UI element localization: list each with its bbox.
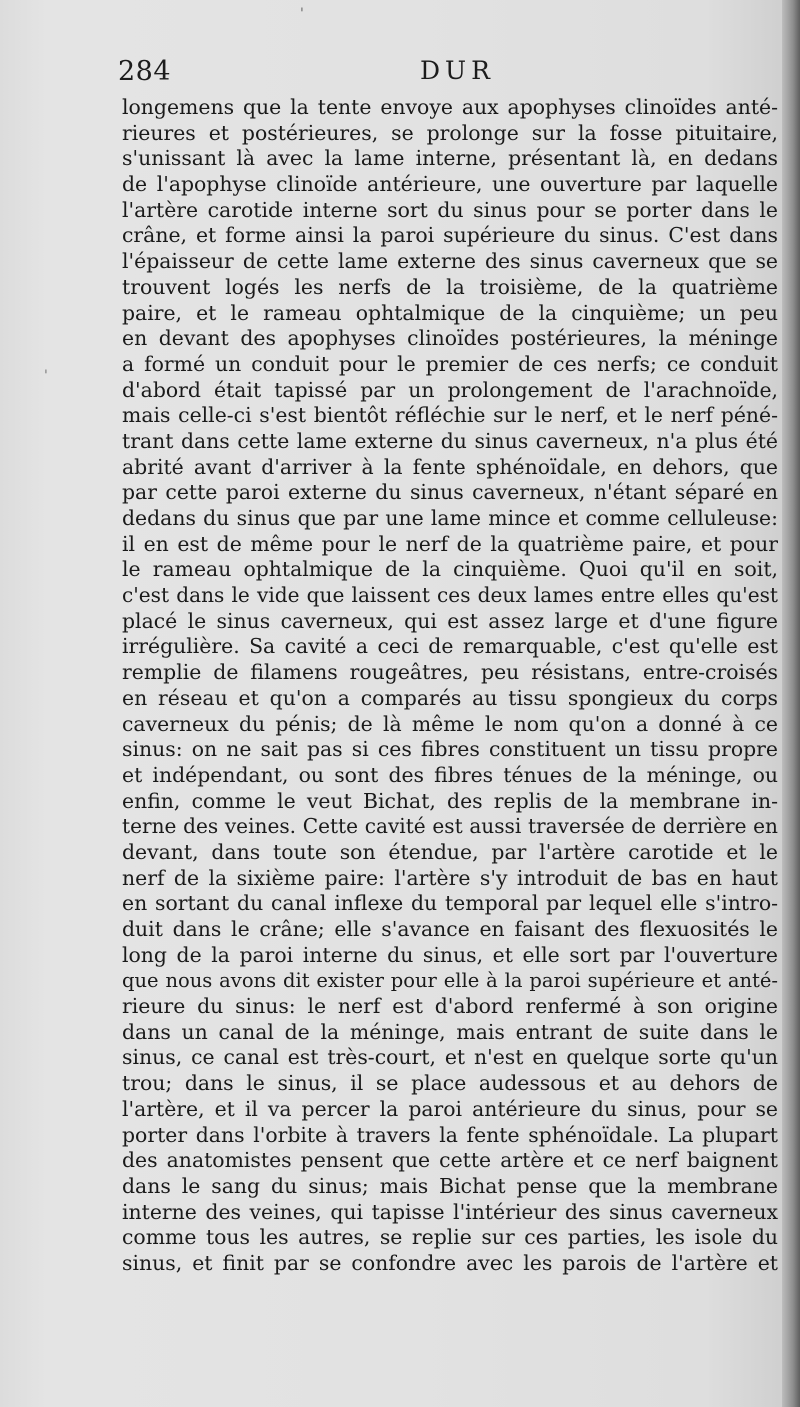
text-line: s'unissant là avec la lame interne, présentant là, en dedans	[122, 146, 778, 171]
text-line: dans un canal de la méninge, mais entrant de suite dans le	[122, 1019, 778, 1044]
text-line: sinus: on ne sait pas si ces fibres constituent un tissu propre	[122, 737, 778, 762]
text-line: porter dans l'orbite à travers la fente sphénoïdale. La plupart	[122, 1122, 778, 1147]
text-line: comme tous les autres, se replie sur ces parties, les isole du	[122, 1225, 778, 1250]
text-line: dedans du sinus que par une lame mince et comme celluleuse:	[122, 506, 778, 530]
text-line: trant dans cette lame externe du sinus caverneux, n'a plus été	[122, 428, 778, 453]
text-line: dans le sang du sinus; mais Bichat pense que la membrane	[122, 1173, 778, 1198]
text-line: en sortant du canal inflexe du temporal par lequel elle s'intro-	[122, 891, 778, 916]
text-line: de l'apophyse clinoïde antérieure, une ouverture par laquelle	[122, 172, 778, 197]
text-line: paire, et le rameau ophtalmique de la cinquième; un peu	[122, 300, 778, 325]
text-line: rieure du sinus: le nerf est d'abord renfermé à son origine	[122, 994, 778, 1019]
top-mark: '	[300, 6, 304, 22]
text-line: l'artère, et il va percer la paroi antérieure du sinus, pour se	[122, 1096, 778, 1121]
text-line: sinus, ce canal est très-court, et n'est en quelque sorte qu'un	[122, 1045, 778, 1070]
text-line: l'artère carotide interne sort du sinus pour se porter dans le	[122, 197, 778, 222]
text-line: en réseau et qu'on a comparés au tissu spongieux du corps	[122, 685, 778, 710]
text-line: il en est de même pour le nerf de la quatrième paire, et pour	[122, 531, 778, 556]
text-line: enfin, comme le veut Bichat, des replis de la membrane in-	[122, 788, 778, 813]
body-text	[122, 95, 778, 1277]
text-line: trou; dans le sinus, il se place audessous et au dehors de	[122, 1071, 778, 1096]
text-line: sinus, et finit par se confondre avec les parois de l'artère et	[122, 1250, 778, 1275]
text-line: des anatomistes pensent que cette artère et ce nerf baignent	[122, 1148, 778, 1173]
text-line: remplie de filamens rougeâtres, peu résistans, entre-croisés	[122, 660, 778, 685]
text-line: irrégulière. Sa cavité a ceci de remarquable, c'est qu'elle est	[122, 634, 778, 659]
text-line: interne des veines, qui tapisse l'intérieur des sinus caverneux	[122, 1199, 778, 1224]
text-line: duit dans le crâne; elle s'avance en faisant des flexuosités le	[122, 917, 778, 941]
text-line: abrité avant d'arriver à la fente sphénoïdale, en dehors, que	[122, 454, 778, 479]
text-line: terne des veines. Cette cavité est aussi traversée de derrière en	[122, 814, 778, 839]
text-line: mais celle-ci s'est bientôt réfléchie sur le nerf, et le nerf péné-	[122, 403, 778, 428]
text-line: que nous avons dit exister pour elle à la paroi supérieure et anté-	[122, 969, 778, 993]
text-line: c'est dans le vide que laissent ces deux lames entre elles qu'est	[122, 583, 778, 608]
text-line: trouvent logés les nerfs de la troisième, de la quatrième	[122, 274, 778, 299]
text-line: longemens que la tente envoye aux apophyses clinoïdes anté-	[122, 95, 778, 119]
text-line: caverneux du pénis; de là même le nom qu'on a donné à ce	[122, 711, 778, 736]
text-line: long de la paroi interne du sinus, et elle sort par l'ouverture	[122, 942, 778, 967]
text-line: le rameau ophtalmique de la cinquième. Quoi qu'il en soit,	[122, 557, 778, 582]
text-line: placé le sinus caverneux, qui est assez large et d'une figure	[122, 608, 778, 633]
text-line: par cette paroi externe du sinus caverneux, n'étant séparé en	[122, 480, 778, 505]
text-line: en devant des apophyses clinoïdes postérieures, la méninge	[122, 326, 778, 351]
text-line: nerf de la sixième paire: l'artère s'y introduit de bas en haut	[122, 865, 778, 890]
text-line: et indépendant, ou sont des fibres ténues de la méninge, ou	[122, 762, 778, 787]
margin-mark: '	[44, 368, 48, 384]
text-line: rieures et postérieures, se prolonge sur la fosse pituitaire,	[122, 120, 778, 145]
page-header	[118, 56, 778, 94]
book-spine-shadow	[782, 0, 800, 1407]
text-line: l'épaisseur de cette lame externe des sinus caverneux que se	[122, 249, 778, 274]
page-number: 284	[118, 56, 172, 87]
running-head: DUR	[420, 56, 495, 85]
text-line: devant, dans toute son étendue, par l'artère carotide et le	[122, 839, 778, 864]
text-line: d'abord était tapissé par un prolongement de l'arachnoïde,	[122, 377, 778, 402]
text-line: a formé un conduit pour le premier de ces nerfs; ce conduit	[122, 351, 778, 376]
text-line: crâne, et forme ainsi la paroi supérieure du sinus. C'est dans	[122, 223, 778, 248]
